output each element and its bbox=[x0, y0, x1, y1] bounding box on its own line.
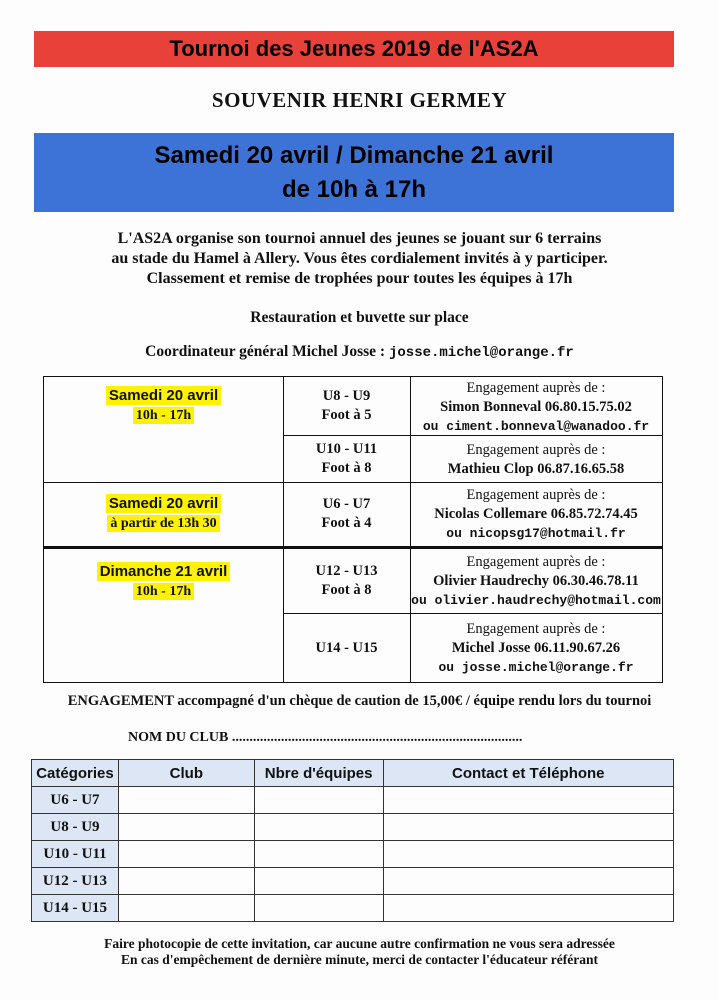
club-input-cell[interactable] bbox=[118, 787, 254, 814]
intro-line: au stade du Hamel à Allery. Vous êtes cordialement invités à y participer. bbox=[111, 250, 608, 267]
category-format: Foot à 8 bbox=[321, 582, 372, 598]
table-row bbox=[32, 868, 674, 895]
table-row bbox=[32, 895, 674, 922]
contact-input-cell[interactable] bbox=[383, 841, 673, 868]
engagement-note bbox=[0, 693, 719, 710]
row-divider bbox=[283, 613, 662, 614]
hours-line: de 10h à 17h bbox=[281, 176, 427, 203]
category-label: U10 - U11 bbox=[32, 841, 119, 868]
dates-banner bbox=[34, 133, 674, 212]
day-cell bbox=[44, 386, 283, 425]
category-label: U14 - U15 bbox=[32, 895, 119, 922]
day-cell bbox=[44, 494, 283, 533]
category-name: U8 - U9 bbox=[322, 388, 371, 404]
intro-line: Classement et remise de trophées pour toutes les équipes à 17h bbox=[146, 270, 573, 287]
category-name: U6 - U7 bbox=[322, 496, 371, 512]
subtitle: SOUVENIR HENRI GERMEY bbox=[211, 88, 508, 112]
contact-cell bbox=[410, 486, 662, 543]
club-input-cell[interactable] bbox=[118, 814, 254, 841]
contact-name: Mathieu Clop 06.87.16.65.58 bbox=[447, 461, 625, 477]
team-count-input-cell[interactable] bbox=[254, 868, 383, 895]
schedule-table bbox=[43, 376, 663, 683]
footer-line: Faire photocopie de cette invitation, car aucune autre confirmation ne vous sera adressée bbox=[104, 936, 615, 951]
registration-table bbox=[31, 759, 674, 922]
team-count-input-cell[interactable] bbox=[254, 841, 383, 868]
header-categories: Catégories bbox=[32, 760, 119, 787]
table-row bbox=[32, 841, 674, 868]
restauration-note: Restauration et buvette sur place bbox=[250, 309, 469, 326]
team-count-input-cell[interactable] bbox=[254, 787, 383, 814]
contact-input-cell[interactable] bbox=[383, 868, 673, 895]
category-label: U6 - U7 bbox=[32, 787, 119, 814]
table-row bbox=[32, 787, 674, 814]
club-name-field[interactable]: ................................................................................... bbox=[231, 730, 523, 745]
contact-input-cell[interactable] bbox=[383, 895, 673, 922]
coordinator-email[interactable]: josse.michel@orange.fr bbox=[388, 345, 574, 361]
club-name-label: NOM DU CLUB bbox=[128, 730, 232, 745]
table-row bbox=[32, 814, 674, 841]
category-format: Foot à 5 bbox=[321, 407, 372, 423]
contact-name: Nicolas Collemare 06.85.72.74.45 bbox=[434, 506, 638, 522]
club-input-cell[interactable] bbox=[118, 868, 254, 895]
engagement-text: accompagné d'un chèque de caution de 15,00€ / équipe rendu lors du tournoi bbox=[173, 693, 652, 709]
header-club: Club bbox=[118, 760, 254, 787]
contact-cell bbox=[410, 441, 662, 479]
day-label: Samedi 20 avril bbox=[106, 494, 221, 513]
contact-header: Engagement auprès de : bbox=[466, 380, 606, 396]
row-divider bbox=[44, 546, 662, 549]
contact-email[interactable]: ou ciment.bonneval@wanadoo.fr bbox=[422, 419, 650, 434]
day-label: Samedi 20 avril bbox=[106, 386, 221, 405]
intro-text bbox=[0, 229, 719, 289]
day-hours: 10h - 17h bbox=[133, 407, 194, 424]
category-cell bbox=[283, 562, 410, 600]
category-cell bbox=[283, 387, 410, 425]
footer-line: En cas d'empêchement de dernière minute, merci de contacter l'éducateur référant bbox=[120, 952, 598, 967]
row-divider bbox=[44, 482, 662, 483]
intro-line: L'AS2A organise son tournoi annuel des jeunes se jouant sur 6 terrains bbox=[117, 230, 602, 247]
contact-name: Simon Bonneval 06.80.15.75.02 bbox=[440, 399, 632, 415]
contact-cell bbox=[410, 379, 662, 436]
day-hours: à partir de 13h 30 bbox=[107, 515, 219, 532]
header-contact: Contact et Téléphone bbox=[383, 760, 673, 787]
contact-name: Olivier Haudrechy 06.30.46.78.11 bbox=[433, 573, 639, 589]
day-cell bbox=[44, 562, 283, 601]
title-banner bbox=[34, 31, 674, 67]
category-cell bbox=[283, 440, 410, 478]
contact-input-cell[interactable] bbox=[383, 814, 673, 841]
category-cell bbox=[283, 495, 410, 533]
contact-cell bbox=[410, 620, 662, 677]
team-count-input-cell[interactable] bbox=[254, 895, 383, 922]
table-header-row bbox=[32, 760, 674, 787]
dates-line: Samedi 20 avril / Dimanche 21 avril bbox=[154, 142, 554, 169]
category-name: U12 - U13 bbox=[315, 563, 378, 579]
category-label: U8 - U9 bbox=[32, 814, 119, 841]
category-format: Foot à 8 bbox=[321, 460, 372, 476]
footer-note bbox=[0, 936, 719, 968]
contact-cell bbox=[410, 553, 662, 610]
contact-email[interactable]: ou nicopsg17@hotmail.fr bbox=[446, 526, 626, 541]
club-input-cell[interactable] bbox=[118, 841, 254, 868]
team-count-input-cell[interactable] bbox=[254, 814, 383, 841]
category-label: U12 - U13 bbox=[32, 868, 119, 895]
club-input-cell[interactable] bbox=[118, 895, 254, 922]
engagement-bold: ENGAGEMENT bbox=[67, 693, 174, 709]
club-name-line bbox=[128, 730, 522, 746]
day-label: Dimanche 21 avril bbox=[97, 562, 231, 581]
coordinator-label: Coordinateur général Michel Josse : bbox=[145, 343, 389, 360]
header-team-count: Nbre d'équipes bbox=[254, 760, 383, 787]
category-format: Foot à 4 bbox=[321, 515, 372, 531]
contact-header: Engagement auprès de : bbox=[466, 621, 606, 637]
category-name: U14 - U15 bbox=[315, 640, 378, 656]
category-name: U10 - U11 bbox=[315, 441, 378, 457]
contact-name: Michel Josse 06.11.90.67.26 bbox=[451, 640, 621, 656]
contact-header: Engagement auprès de : bbox=[466, 442, 606, 458]
contact-email[interactable]: ou josse.michel@orange.fr bbox=[438, 660, 634, 675]
coordinator-line bbox=[0, 343, 719, 361]
contact-email[interactable]: ou olivier.haudrechy@hotmail.com bbox=[411, 593, 661, 608]
contact-header: Engagement auprès de : bbox=[466, 554, 606, 570]
contact-input-cell[interactable] bbox=[383, 787, 673, 814]
page-title: Tournoi des Jeunes 2019 de l'AS2A bbox=[169, 36, 539, 61]
category-cell bbox=[283, 639, 410, 658]
contact-header: Engagement auprès de : bbox=[466, 487, 606, 503]
day-hours: 10h - 17h bbox=[133, 583, 194, 600]
